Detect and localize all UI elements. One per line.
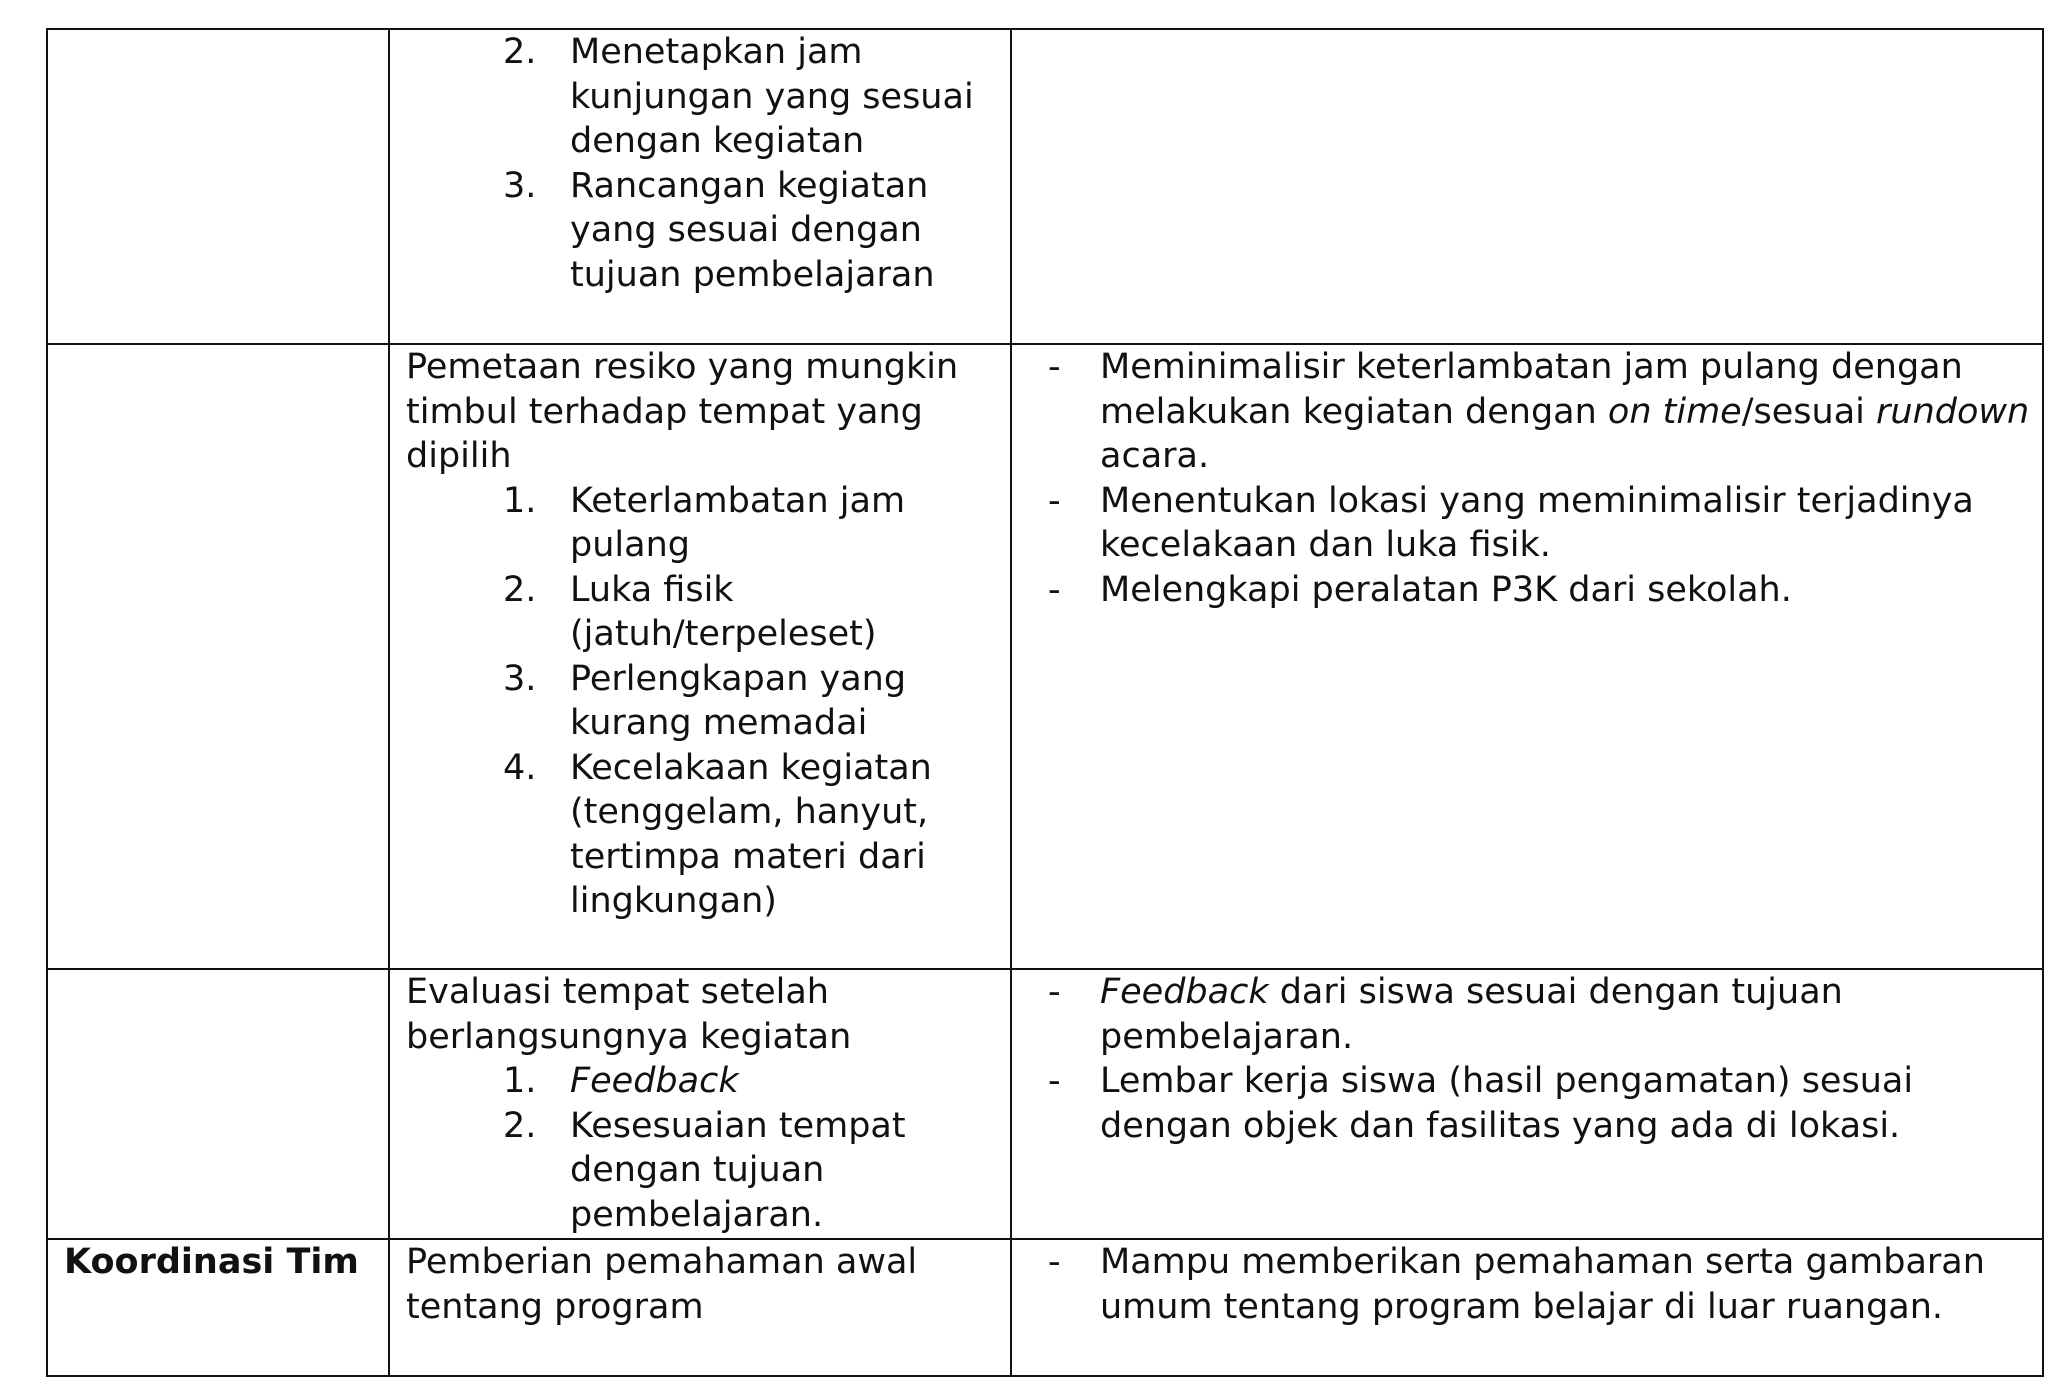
- row2-col1-cell: [47, 344, 389, 969]
- list-item: [1012, 479, 2042, 568]
- list-number: 2.: [503, 32, 537, 72]
- list-number: 3.: [503, 658, 537, 699]
- list-item: [390, 30, 1010, 164]
- list-number: 2.: [503, 569, 537, 610]
- row3-col2-cell: [389, 969, 1011, 1239]
- row3-numbered-list: [390, 1059, 1010, 1237]
- list-item-text: Keterlambatan jam pulang: [570, 480, 906, 565]
- list-item: [390, 1104, 1010, 1238]
- row1-col2-cell: [389, 29, 1011, 344]
- row4-col3-cell: [1011, 1239, 2043, 1376]
- list-item-text-post: acara.: [1100, 436, 1210, 476]
- dash-marker: -: [1048, 480, 1061, 521]
- list-item-text: Menetapkan jam kunjungan yang sesuai dengan kegiatan: [570, 32, 974, 161]
- list-item-text: Kecelakaan kegiatan (tenggelam, hanyut, tertimpa materi dari lingkungan): [570, 747, 932, 921]
- row3-dash-list: [1012, 970, 2042, 1148]
- row4-col1-cell: [47, 1239, 389, 1376]
- list-item-text: Rancangan kegiatan yang sesuai dengan tujuan pembelajaran: [570, 165, 935, 295]
- section-label: Koordinasi Tim: [64, 1242, 359, 1282]
- list-item-emphasis: on time: [1607, 391, 1742, 432]
- list-item-emphasis: Feedback: [1100, 972, 1269, 1012]
- list-item-text-pre: Meminimalisir keterlambatan jam pulang dengan melakukan kegiatan dengan: [1100, 347, 1963, 432]
- list-item-text: Lembar kerja siswa (hasil pengamatan) sesuai dengan objek dan fasilitas yang ada di lokasi.: [1100, 1061, 1914, 1146]
- dash-marker: -: [1048, 1061, 1061, 1101]
- row2-dash-list: [1012, 345, 2042, 612]
- row4-dash-list: [1012, 1240, 2042, 1329]
- row3-col1-cell: [47, 969, 389, 1239]
- table-row: [47, 1239, 2043, 1376]
- row2-intro-text: Pemetaan resiko yang mungkin timbul terhadap tempat yang dipilih: [406, 347, 959, 476]
- dash-marker: -: [1048, 972, 1061, 1012]
- list-item-text: Perlengkapan yang kurang memadai: [570, 658, 907, 743]
- row3-intro-text: Evaluasi tempat setelah berlangsungnya kegiatan: [406, 972, 852, 1057]
- list-item: [390, 164, 1010, 298]
- table-row: [47, 969, 2043, 1239]
- list-item-text: Luka fisik (jatuh/terpeleset): [570, 569, 877, 654]
- list-item: [1012, 970, 2042, 1059]
- list-item: [390, 479, 1010, 568]
- list-number: 1.: [503, 1061, 537, 1101]
- list-item-text: dari siswa sesuai dengan tujuan pembelajaran.: [1100, 972, 1843, 1057]
- list-item: [1012, 1059, 2042, 1148]
- row3-col3-cell: [1011, 969, 2043, 1239]
- list-item: [1012, 1240, 2042, 1329]
- list-number: 3.: [503, 165, 537, 206]
- list-item-text: Menentukan lokasi yang meminimalisir terjadinya kecelakaan dan luka fisik.: [1100, 480, 1974, 565]
- dash-marker: -: [1048, 1242, 1061, 1282]
- list-number: 4.: [503, 747, 537, 788]
- list-item-text: Melengkapi peralatan P3K dari sekolah.: [1100, 569, 1792, 610]
- document-table: [46, 28, 2044, 1377]
- row4-col2-cell: [389, 1239, 1011, 1376]
- list-item: [390, 746, 1010, 924]
- list-item: [1012, 568, 2042, 613]
- list-item-text: Kesesuaian tempat dengan tujuan pembelajaran.: [570, 1105, 906, 1235]
- list-item: [390, 1059, 1010, 1104]
- row2-numbered-list: [390, 479, 1010, 924]
- list-item-text: Mampu memberikan pemahaman serta gambaran umum tentang program belajar di luar ruangan.: [1100, 1242, 1985, 1327]
- list-item-emphasis: rundown: [1876, 391, 2030, 432]
- row1-numbered-list: [390, 30, 1010, 297]
- dash-marker: -: [1048, 347, 1061, 387]
- list-item-text-mid: /sesuai: [1741, 391, 1876, 432]
- row2-col2-cell: [389, 344, 1011, 969]
- row2-col3-cell: [1011, 344, 2043, 969]
- dash-marker: -: [1048, 569, 1061, 610]
- row4-intro-text: Pemberian pemahaman awal tentang program: [406, 1242, 918, 1327]
- list-item: [390, 568, 1010, 657]
- list-number: 2.: [503, 1105, 537, 1146]
- list-number: 1.: [503, 480, 537, 521]
- list-item: [390, 657, 1010, 746]
- table-row: [47, 344, 2043, 969]
- list-item-text: Feedback: [570, 1061, 739, 1101]
- row1-col1-cell: [47, 29, 389, 344]
- list-item: [1012, 345, 2042, 479]
- row1-col3-cell: [1011, 29, 2043, 344]
- table-row: [47, 29, 2043, 344]
